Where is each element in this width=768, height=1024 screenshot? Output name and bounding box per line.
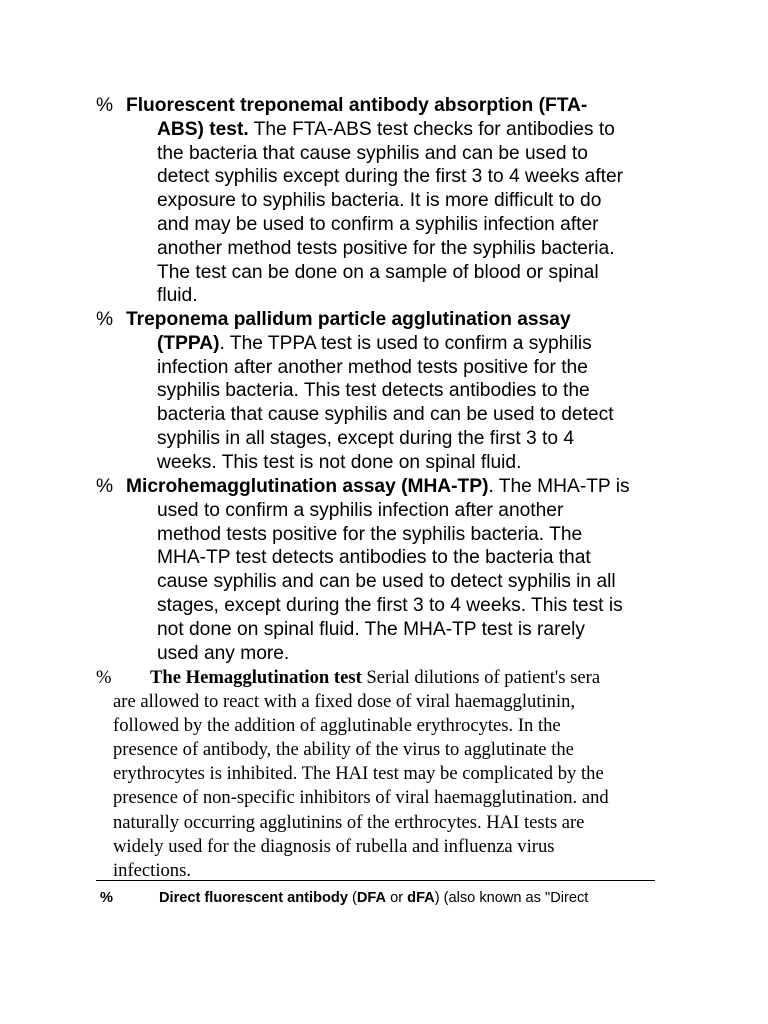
text-line: widely used for the diagnosis of rubella and influenza virus (113, 835, 555, 857)
text-line: exposure to syphilis bacteria. It is more difficult to do (157, 190, 602, 212)
item-title: Treponema pallidum particle agglutination assay (126, 309, 571, 330)
bullet: % (100, 890, 113, 906)
text-line: not done on spinal fluid. The MHA-TP test is rarely (157, 618, 586, 640)
item-title: The Hemagglutination test (150, 667, 362, 688)
item-text: Serial dilutions of patient's sera (361, 667, 601, 688)
text-line: used any more. (157, 642, 290, 664)
text-line: are allowed to react with a fixed dose of viral haemagglutinin, (113, 691, 576, 713)
text-line: followed by the addition of agglutinable erythrocytes. In the (113, 715, 561, 737)
text-line: infections. (113, 859, 191, 881)
bullet: % (96, 309, 114, 330)
text-line: presence of antibody, the ability of the virus to agglutinate the (113, 739, 574, 761)
text-line: naturally occurring agglutinins of the erthrocytes. HAI tests are (113, 811, 585, 833)
text-line: fluid. (157, 285, 198, 307)
abbr-dfa: DFA (356, 890, 387, 906)
list-item-mha-tp (96, 475, 716, 665)
item-text: . The MHA-TP is (488, 476, 630, 497)
text-line: detect syphilis except during the first 3 to 4 weeks after (157, 166, 624, 188)
text-line: The test can be done on a sample of blood or spinal (157, 261, 599, 283)
text-line: erythrocytes is inhibited. The HAI test may be complicated by the (113, 763, 604, 785)
item-text: The FTA-ABS test checks for antibodies to (248, 118, 615, 140)
text-line: stages, except during the first 3 to 4 weeks. This test is (157, 594, 623, 616)
list-item-fta-abs (96, 94, 716, 308)
text-line: weeks. This test is not done on spinal fluid. (157, 451, 522, 473)
text-line: MHA-TP test detects antibodies to the bacteria that (157, 547, 591, 569)
item-title: Microhemagglutination assay (MHA-TP) (126, 476, 489, 497)
text-line: cause syphilis and can be used to detect syphilis in all (157, 571, 616, 593)
abbr-dfa-lower: dFA (407, 890, 435, 906)
list-item-dfa: % Direct fluorescent antibody (DFA or dFA) (also known as "Direct (100, 890, 589, 906)
item-text: ) (also known as "Direct (434, 890, 589, 906)
section-divider (96, 880, 655, 881)
text-line: presence of non-specific inhibitors of viral haemagglutination. and (113, 787, 609, 809)
bullet: % (96, 667, 112, 688)
bullet: % (96, 476, 114, 497)
item-title: Fluorescent treponemal antibody absorption (FTA- (126, 95, 588, 116)
text-line: syphilis bacteria. This test detects antibodies to the (157, 380, 590, 402)
item-text: . The TPPA test is used to confirm a syphilis (219, 332, 592, 354)
text-line: another method tests positive for the syphilis bacteria. (157, 237, 615, 259)
item-title-cont: ABS) test. (157, 118, 249, 140)
text-line: bacteria that cause syphilis and can be used to detect (157, 404, 614, 426)
item-title-cont: (TPPA) (157, 332, 220, 354)
text-line: the bacteria that cause syphilis and can be used to (157, 142, 588, 164)
text-line: syphilis in all stages, except during the first 3 to 4 (157, 427, 575, 449)
text-line: method tests positive for the syphilis bacteria. The (157, 523, 583, 545)
list-item-tppa (96, 308, 716, 475)
text-line: infection after another method tests positive for the (157, 356, 588, 378)
item-title: Direct fluorescent antibody (159, 890, 348, 906)
text-line: and may be used to confirm a syphilis infection after (157, 213, 599, 235)
bullet: % (96, 95, 114, 116)
list-item-hemagglutination (96, 666, 716, 883)
text-line: used to confirm a syphilis infection after another (157, 499, 564, 521)
